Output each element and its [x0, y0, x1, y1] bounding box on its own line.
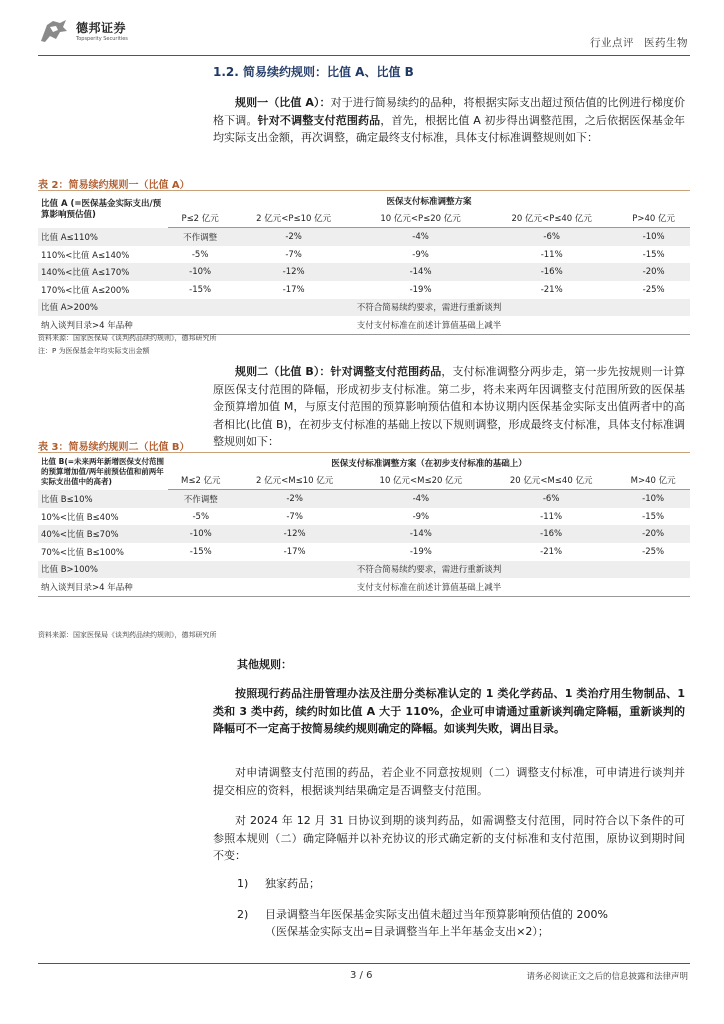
table3-source: 资料来源：国家医保局《谈判药品续约规则》，德邦研究所 [38, 631, 217, 639]
rule1-text1: 对于进行简易续约的品种，将根据实际支出超过预估值的比例进行梯度价格下调。 [213, 96, 686, 127]
table-row [38, 246, 690, 264]
rule1-paragraph [213, 94, 685, 147]
other-rules-paragraph-3: 对 2024 年 12 月 31 日协议到期的谈判药品，如需调整支付范围，同时符合以下条件的可参照本规则（二）确定降幅并以补充协议的形式确定新的支付标准和支付范围，原协议到期时间不变： [213, 814, 685, 862]
table-cell: -9% [412, 511, 430, 522]
row-label: 比值 A>200% [38, 299, 168, 317]
table2-group-header: 医保支付标准调整方案 [386, 196, 472, 207]
table3-group-header: 医保支付标准调整方案（在初步支付标准的基础上） [331, 458, 527, 469]
span-cell: 支付支付标准在前述计算值基础上减半 [168, 578, 690, 596]
table2-title: 表 2：简易续约规则一（比值 A） [38, 180, 190, 191]
table-cell: -2% [234, 490, 356, 508]
table3-title: 表 3：简易续约规则二（比值 B） [38, 442, 190, 453]
table-cell: 不作调整 [168, 228, 232, 246]
other-rules-paragraph-2: 对申请调整支付范围的药品，若企业不同意按规则（二）调整支付标准，可申请进行谈判并提交相应的资料，根据谈判结果确定是否调整支付范围。 [213, 766, 685, 797]
table-cell: -20% [616, 525, 690, 543]
table-cell: -7% [286, 511, 303, 522]
table3-col: 20 亿元<M≤40 亿元 [486, 472, 616, 490]
company-logo-icon [38, 17, 70, 45]
span-cell: 不符合简易续约要求，需进行重新谈判 [168, 299, 690, 317]
list-item-text: 独家药品； [265, 877, 320, 890]
rule1-text2: ，首先，根据比值 A 初步得出调整范围，之后依据医保基金年均实际支出金额，再次调整，确定最终支付标准，具体支付标准调整规则如下： [213, 113, 686, 144]
table2-col: P>40 亿元 [617, 210, 690, 228]
rule1-lead: 规则一（比值 A）： [235, 96, 331, 109]
table-row [38, 228, 690, 246]
list-item-text-continued: （医保基金实际支出=目录调整当年上半年基金支出×2）； [265, 925, 549, 938]
table-cell: -25% [642, 284, 665, 295]
table-cell: -5% [191, 249, 209, 260]
table2-col: P≤2 亿元 [168, 210, 232, 228]
table-row [38, 263, 690, 281]
row-label: 140%<比值 A≤170% [38, 263, 168, 281]
table-cell: -11% [540, 511, 563, 522]
table-cell: -14% [355, 263, 486, 281]
table-row [38, 490, 690, 508]
table-cell: -17% [282, 284, 305, 295]
list-item [237, 875, 320, 891]
table-row [38, 543, 690, 561]
table-cell: -21% [540, 546, 563, 557]
table2-source: 资料来源：国家医保局《谈判药品续约规则》，德邦研究所 [38, 334, 217, 342]
table-cell: -12% [232, 263, 355, 281]
header-divider [38, 55, 690, 56]
table-cell: -4% [355, 228, 486, 246]
table3-col: 2 亿元<M≤10 亿元 [234, 472, 356, 490]
industry-label: 医药生物 [644, 37, 688, 49]
row-label: 40%<比值 B≤70% [38, 525, 168, 543]
rule2-lead: 规则二（比值 B）：针对调整支付范围药品 [235, 365, 442, 378]
table-row [38, 561, 690, 579]
rule2-paragraph [213, 363, 685, 451]
row-label: 170%<比值 A≤200% [41, 285, 130, 296]
row-label: 10%<比值 B≤40% [41, 512, 119, 523]
table-cell: -12% [234, 525, 356, 543]
row-label: 比值 B>100% [38, 561, 168, 579]
table-cell: -5% [192, 511, 210, 522]
row-label: 纳入谈判目录>4 年品种 [38, 578, 168, 596]
list-item-number: 2) [237, 908, 249, 921]
table3-header-row [38, 454, 690, 472]
footer-divider [38, 963, 690, 964]
table-cell: -6% [486, 490, 616, 508]
table3-col: M>40 亿元 [616, 472, 690, 490]
list-item-text: 目录调整当年医保基金实际支出值未超过当年预算影响预估值的 200% [265, 908, 608, 921]
table2-note: 注：P 为医保基金年均实际支出金额 [38, 347, 150, 355]
table-cell: -10% [168, 263, 232, 281]
list-item-number: 1) [237, 877, 249, 890]
table-cell: 不作调整 [168, 490, 234, 508]
table2-col: 20 亿元<P≤40 亿元 [486, 210, 617, 228]
table-cell: -15% [189, 284, 212, 295]
span-cell: 不符合简易续约要求，需进行重新谈判 [168, 561, 690, 579]
table-cell: -7% [285, 249, 302, 260]
table-cell: -10% [616, 490, 690, 508]
row-label: 比值 B≤10% [38, 490, 168, 508]
table-row [38, 281, 690, 299]
table-cell: -20% [617, 263, 690, 281]
table-row [38, 508, 690, 526]
table-cell: -21% [540, 284, 563, 295]
table2-header-row [38, 192, 690, 210]
page-header [38, 14, 690, 54]
table2 [38, 192, 690, 335]
table3 [38, 454, 690, 597]
report-type: 行业点评 [590, 37, 634, 49]
report-category [590, 35, 688, 50]
other-rules-title: 其他规则： [237, 658, 292, 671]
row-label: 110%<比值 A≤140% [41, 250, 130, 261]
company-name: 德邦证券 [76, 21, 127, 35]
table3-col: M≤2 亿元 [168, 472, 234, 490]
table-cell: -6% [486, 228, 617, 246]
list-item [237, 906, 687, 940]
table3-top-rule [38, 452, 690, 453]
table-row [38, 316, 690, 334]
table2-col: 10 亿元<P≤20 亿元 [355, 210, 486, 228]
table-cell: -9% [412, 249, 429, 260]
table-cell: -14% [356, 525, 486, 543]
table2-corner: 比值 A (=医保基金实际支出/预算影响预估值) [41, 198, 162, 220]
table-cell: -15% [642, 511, 665, 522]
table-cell: -19% [409, 546, 432, 557]
table-cell: -2% [232, 228, 355, 246]
table-cell: -11% [540, 249, 563, 260]
table-cell: -19% [409, 284, 432, 295]
table2-top-rule [38, 190, 690, 191]
table-cell: -15% [642, 249, 665, 260]
table-row [38, 525, 690, 543]
table-row [38, 299, 690, 317]
table2-col: 2 亿元<P≤10 亿元 [232, 210, 355, 228]
row-label: 比值 A≤110% [38, 228, 168, 246]
rule2-text: ，支付标准调整分两步走，第一步先按规则一计算原医保支付范围的降幅，形成初步支付标准。第二步，将未来两年因调整支付范围所致的医保基金预算增加值 M，与原支付范围的预算影响预估值和本协议期内医保基金实际支出值两者中的高者相比(比值 B)，在初步支付标准的基础上按以下规则调整，形成最终支付标准，具体支付标准调整规则如下： [213, 365, 686, 448]
table-cell: -25% [642, 546, 665, 557]
section-title: 1.2. 简易续约规则：比值 A、比值 B [213, 65, 414, 79]
rule1-bold: 针对不调整支付范围药品 [257, 113, 381, 127]
span-cell: 支付支付标准在前述计算值基础上减半 [168, 316, 690, 334]
table-cell: -10% [168, 525, 234, 543]
row-label: 70%<比值 B≤100% [41, 547, 124, 558]
table-cell: -10% [617, 228, 690, 246]
page-number: 3 / 6 [350, 970, 373, 981]
row-label: 纳入谈判目录>4 年品种 [38, 316, 168, 334]
footer-disclaimer: 请务必阅读正文之后的信息披露和法律声明 [526, 972, 688, 982]
table-row [38, 578, 690, 596]
table3-corner: 比值 B(=未来两年新增医保支付范围的预算增加值/两年前预估值和前两年实际支出值中的高者) [41, 456, 165, 486]
table-cell: -16% [486, 263, 617, 281]
table-cell: -4% [356, 490, 486, 508]
table3-col: 10 亿元<M≤20 亿元 [356, 472, 486, 490]
other-rules-bold-paragraph: 按照现行药品注册管理办法及注册分类标准认定的 1 类化学药品、1 类治疗用生物制品、1 类和 3 类中药，续约时如比值 A 大于 110%，企业可申请通过重新谈判确定降幅，重新谈判的降幅可不一定高于按简易续约规则确定的降幅。如谈判失败，调出目录。 [213, 687, 685, 735]
table-cell: -16% [486, 525, 616, 543]
table-cell: -15% [189, 546, 212, 557]
company-name-en: Topsperity Securities [76, 36, 128, 42]
table-cell: -17% [283, 546, 306, 557]
